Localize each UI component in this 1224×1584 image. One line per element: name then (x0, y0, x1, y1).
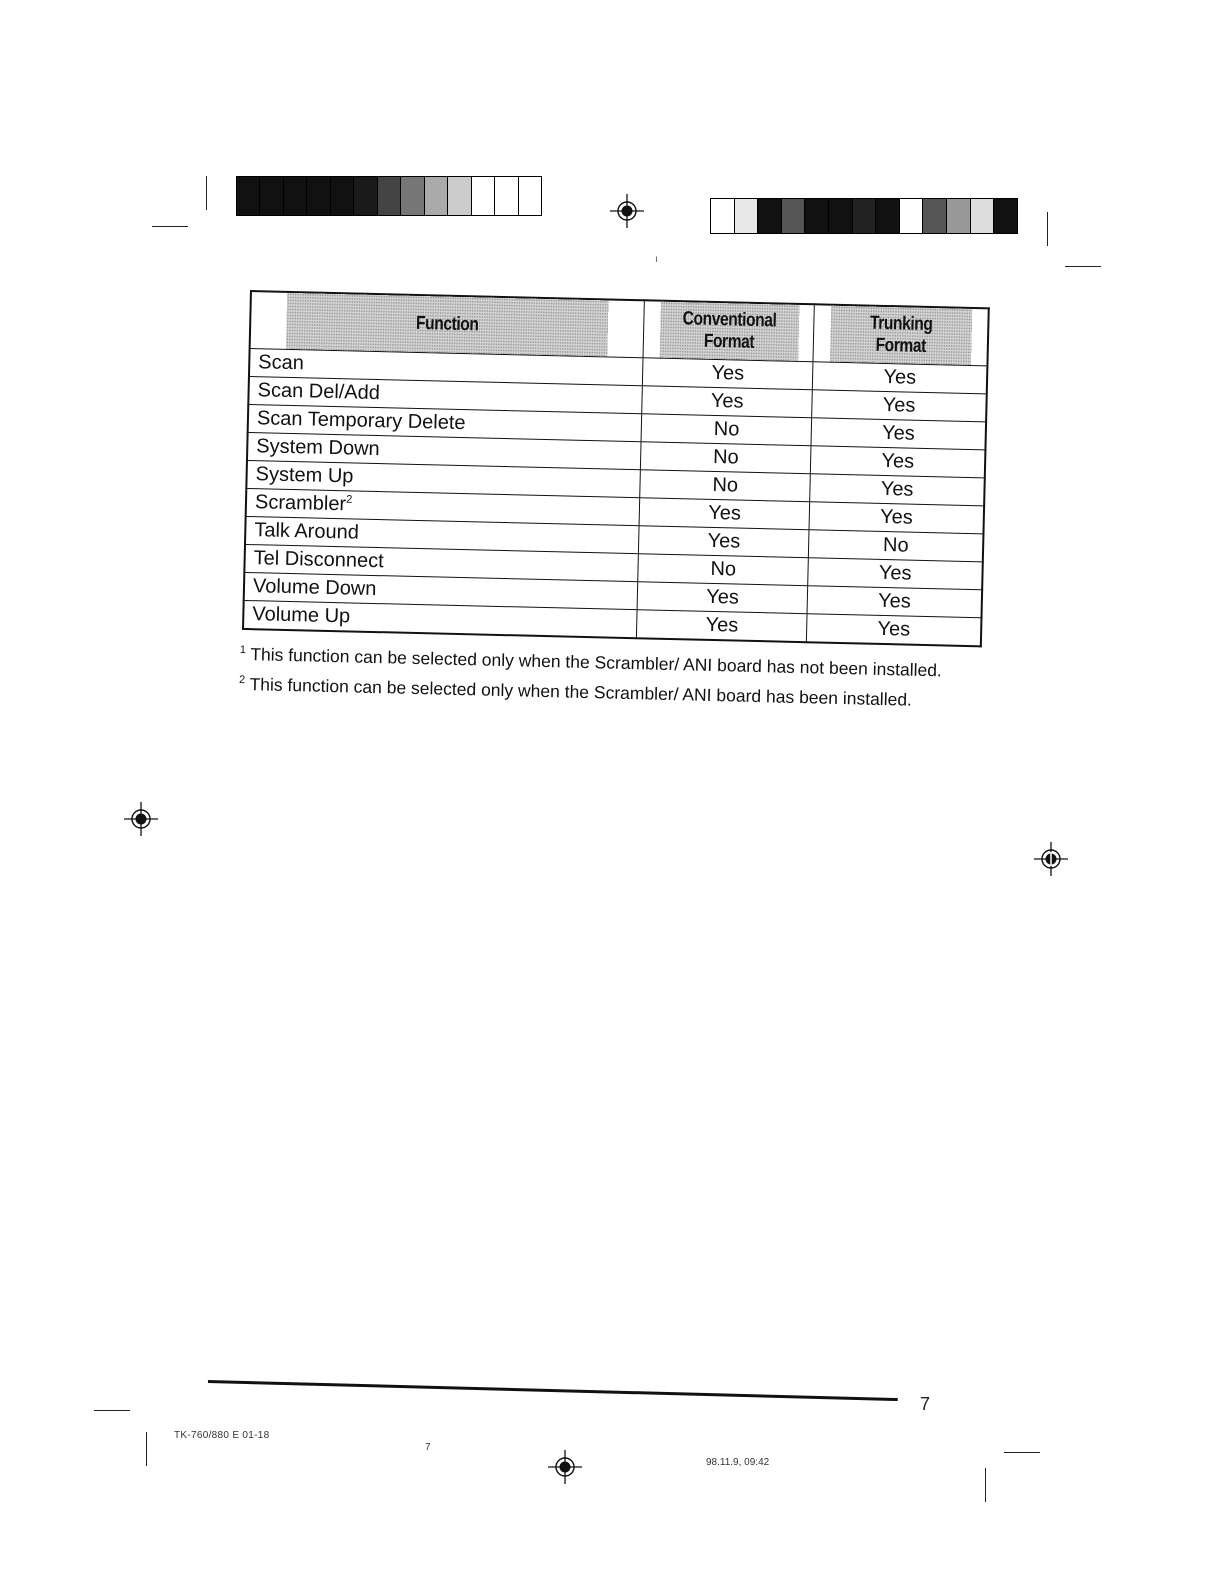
conventional-cell: Yes (639, 526, 810, 558)
function-cell: Volume Down (244, 572, 638, 609)
print-slug-doc-id: TK-760/880 E 01-18 (174, 1430, 270, 1441)
function-label: Scrambler (254, 491, 347, 516)
color-swatch (284, 177, 307, 215)
color-swatch (994, 199, 1017, 233)
printer-color-bar-right (710, 198, 1018, 234)
conventional-cell: Yes (637, 582, 808, 614)
color-swatch (782, 199, 806, 233)
conventional-cell: No (640, 442, 811, 474)
function-cell: System Down (247, 432, 641, 469)
color-swatch (971, 199, 995, 233)
color-swatch (829, 199, 853, 233)
stray-mark: ı (655, 254, 658, 265)
conventional-cell: Yes (639, 498, 810, 530)
color-swatch (237, 177, 260, 215)
color-swatch (923, 199, 947, 233)
color-swatch (805, 199, 829, 233)
header-trunking-format (829, 305, 973, 366)
printer-color-bar-left (236, 176, 542, 216)
color-swatch (401, 177, 424, 215)
color-swatch (378, 177, 401, 215)
trunking-cell: Yes (813, 362, 988, 394)
footnote-2-text: This function can be selected only when the Scrambler/ ANI board has been installed. (249, 673, 913, 710)
header-conventional-format (658, 301, 799, 362)
trunking-cell: Yes (807, 586, 982, 618)
function-table (242, 290, 990, 647)
color-swatch (425, 177, 448, 215)
crop-mark-top-right-vertical (1047, 212, 1048, 246)
print-slug-timestamp: 98.11.9, 09:42 (706, 1457, 770, 1468)
page-number: 7 (920, 1394, 931, 1414)
footnote-1-text: This function can be selected only when the Scrambler/ ANI board has not been installed. (250, 644, 943, 681)
registration-target-left-icon (124, 802, 158, 836)
print-slug-page: 7 (425, 1442, 431, 1453)
header-conventional-line1: Conventional (682, 308, 777, 332)
color-swatch (876, 199, 900, 233)
conventional-cell: No (640, 470, 811, 502)
registration-target-top-icon (610, 194, 644, 228)
function-cell: Scan Temporary Delete (248, 404, 642, 441)
conventional-cell: Yes (637, 610, 808, 643)
crop-mark-bottom-left-horizontal (94, 1410, 130, 1411)
trunking-cell: No (809, 530, 984, 562)
color-swatch (448, 177, 471, 215)
header-trunking-line1: Trunking (869, 312, 933, 336)
header-trunking-line2: Format (875, 334, 926, 357)
footnotes (239, 640, 960, 717)
registration-target-right-icon (1034, 842, 1068, 876)
function-cell: Scan Del/Add (248, 376, 642, 413)
function-cell: Tel Disconnect (244, 544, 638, 581)
trunking-cell: Yes (810, 474, 985, 506)
trunking-cell: Yes (811, 418, 986, 450)
function-cell: System Up (246, 460, 640, 497)
crop-mark-top-left-vertical (206, 176, 207, 210)
color-swatch (735, 199, 759, 233)
color-swatch (331, 177, 354, 215)
page-rule-divider (208, 1380, 898, 1401)
color-swatch (472, 177, 495, 215)
trunking-cell: Yes (807, 614, 982, 647)
function-cell: Volume Up (243, 600, 637, 638)
function-table-container (242, 290, 990, 647)
color-swatch (307, 177, 330, 215)
trunking-cell: Yes (809, 502, 984, 534)
conventional-cell: Yes (642, 358, 813, 390)
footnote-ref: 2 (346, 493, 353, 506)
color-swatch (900, 199, 924, 233)
conventional-cell: Yes (642, 386, 813, 418)
crop-mark-top-left-horizontal (152, 226, 188, 227)
color-swatch (853, 199, 877, 233)
conventional-cell: No (641, 414, 812, 446)
trunking-cell: Yes (811, 446, 986, 478)
header-function-label: Function (415, 312, 479, 336)
color-swatch (260, 177, 283, 215)
color-swatch (947, 199, 971, 233)
color-swatch (711, 199, 735, 233)
header-function (285, 292, 609, 357)
color-swatch (519, 177, 541, 215)
function-cell: Scan (249, 349, 643, 386)
header-conventional-line2: Format (703, 330, 755, 353)
conventional-cell: No (638, 554, 809, 586)
crop-mark-top-right-horizontal (1065, 266, 1101, 267)
footnote-1-marker: 1 (239, 643, 247, 657)
function-cell: Talk Around (245, 516, 639, 553)
color-swatch (758, 199, 782, 233)
registration-target-bottom-icon (548, 1450, 582, 1484)
crop-mark-bottom-left-vertical (146, 1432, 147, 1466)
color-swatch (495, 177, 518, 215)
crop-mark-bottom-right-vertical (985, 1468, 986, 1502)
crop-mark-bottom-right-horizontal (1004, 1452, 1040, 1453)
footnote-2-marker: 2 (238, 673, 246, 686)
trunking-cell: Yes (812, 390, 987, 422)
trunking-cell: Yes (808, 558, 983, 590)
color-swatch (354, 177, 377, 215)
